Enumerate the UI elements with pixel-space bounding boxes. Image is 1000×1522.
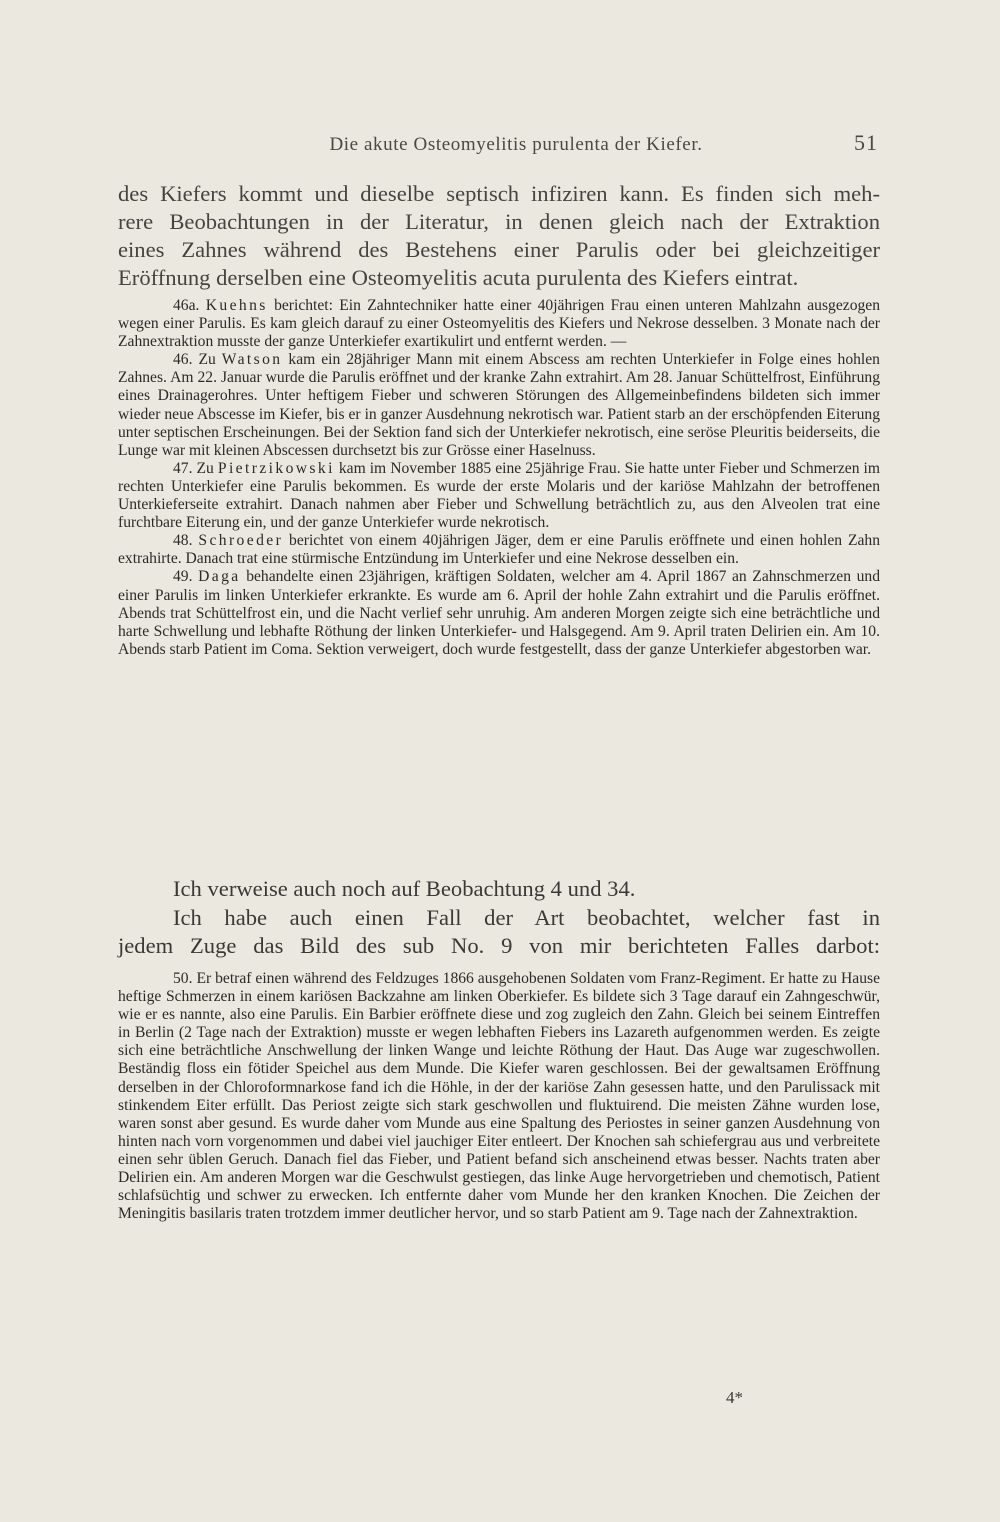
lead-paragraph — [118, 180, 880, 292]
body-paragraph — [118, 875, 880, 961]
case-author: Pietrzikowski — [217, 459, 335, 477]
case-text: berichtet: Ein Zahntechniker hatte einer 40jährigen Frau einen unteren Mahlzahn ausgezogen wegen einer Parulis. Es kam gleich darauf zu einer Osteomyelitis des Kiefers und Nekrose desselben. 3 Monate nach der Zahnextraktion musste der ganze Unterkiefer exartikulirt und entfernt werden. — — [118, 297, 881, 351]
case-number: 46. — [173, 351, 193, 369]
running-head-title: Die akute Osteomyelitis purulenta der Kiefer. — [329, 134, 703, 155]
case-author: Schroeder — [198, 532, 284, 550]
case-author: Watson — [221, 351, 283, 369]
case-report — [118, 568, 880, 658]
case-number: 48. — [173, 532, 193, 550]
case-number: 47. — [173, 459, 193, 477]
case-text: kam im November 1885 eine 25jährige Frau. Sie hatte unter Fieber und Schmerzen im rechten Unterkiefer eine Parulis bekommen. Es wurde der erste Molaris und der kariöse Mahlzahn der betroffenen Unterkieferseite extrahirt. Danach nahmen aber Fieber und Schwellung beträchtlich zu, aus den Alveolen trat eine furchtbare Eiterung ein, und der ganze Unterkiefer wurde nekrotisch. — [118, 459, 880, 532]
body-line: jedem Zuge das Bild des sub No. 9 von mir berichteten Falles darbot: — [118, 933, 880, 958]
lead-line: des Kiefers kommt und dieselbe septisch infiziren kann. Es finden sich meh- — [118, 181, 880, 206]
case-number: 46a. — [173, 297, 200, 314]
case-reports — [118, 297, 880, 659]
case-report-own — [118, 970, 880, 1223]
lead-line: rere Beobachtungen in der Literatur, in denen gleich nach der Extraktion — [118, 209, 880, 234]
page-number: 51 — [854, 130, 878, 155]
signature-mark: 4* — [726, 1388, 743, 1407]
case-number: 49. — [173, 568, 193, 586]
case-report — [118, 970, 880, 1223]
case-text: kam ein 28jähriger Mann mit einem Abscess am rechten Unterkiefer in Folge eines hohlen Zahnes. Am 22. Januar wurde die Parulis eröffnet und der kranke Zahn extrahirt. Am 28. Januar Schüttelfrost, Einführung eines Drainagerohres. Unter heftigem Fieber und schweren Störungen des Allgemeinbefindens bildeten sich immer wieder neue Abscesse im Kiefer, bis er in ganzer Ausdehnung nekrotisch war. Patient starb an der erschöpfenden Eiterung unter septischen Erscheinungen. Bei der Sektion fand sich der Unterkiefer nekrotisch, eine seröse Pleuritis beiderseits, die Lunge war mit kleinen Abscessen durchsetzt bis zur Grösse einer Haselnuss. — [118, 351, 880, 459]
case-text: Er betraf einen während des Feldzuges 1866 ausgehobenen Soldaten vom Franz-Regiment. Er hatte zu Hause heftige Schmerzen in einem kariösen Backzahne am linken Oberkiefer. Es bildete sich 3 Tage darauf ein Zahngeschwür, wie er es nannte, also eine Parulis. Ein Barbier eröffnete diese und zog zugleich den Zahn. Gleich bei seinem Eintreffen in Berlin (2 Tage nach der Extraktion) musste er wegen lebhaften Fiebers ins Lazareth aufgenommen werden. Es zeigte sich eine beträchtliche Anschwellung der linken Wange und leichte Röthung der Haut. Das Auge war zugeschwollen. Beständig floss ein fötider Speichel aus dem Munde. Die Kiefer waren geschlossen. Bei der gewaltsamen Eröffnung derselben in der Chloroformnarkose fand ich die Höhle, in der der kariöse Zahn gesessen hatte, und den Parulissack mit stinkendem Eiter erfüllt. Das Periost zeigte sich stark geschwollen und fluktuirend. Die meisten Zähne wurden lose, waren sonst aber gesund. Es wurde daher vom Munde aus eine Spaltung des Periostes in seiner ganzen Ausdehnung von hinten nach vorn vorgenommen und dabei viel jauchiger Eiter entleert. Der Knochen sah schiefergrau aus und verbreitete einen sehr üblen Geruch. Danach fiel das Fieber, und Patient befand sich anscheinend etwas besser. Nachts traten aber Delirien ein. Am anderen Morgen war die Geschwulst gestiegen, das linke Auge hervorgetrieben und chemotisch, Patient schlafsüchtig und schwer zu erwecken. Ich entfernte daher vom Munde her den kranken Knochen. Die Zeichen der Meningitis basilaris traten trotzdem immer deutlicher hervor, und so starb Patient am 9. Tage nach der Zahnextraktion. — [118, 970, 880, 1223]
case-author: Kuehns — [205, 297, 268, 314]
case-number: 50. — [173, 970, 193, 987]
lead-line: eines Zahnes während des Bestehens einer Parulis oder bei gleichzeitiger — [118, 237, 880, 262]
lead-line: Eröffnung derselben eine Osteomyelitis acuta purulenta des Kiefers eintrat. — [118, 265, 799, 290]
case-text: behandelte einen 23jährigen, kräftigen Soldaten, welcher am 4. April 1867 an Zahnschmerzen und einer Parulis im linken Unterkiefer erkrankte. Es wurde am 6. April der hohle Zahn extrahirt und die Parulis eröffnet. Abends trat Schüttelfrost ein, und die Nacht verlief sehr unruhig. Am anderen Morgen zeigte sich eine beträchtliche und harte Schwellung und lebhafte Röthung der linken Unterkiefer- und Halsgegend. Am 9. April traten Delirien ein. Am 10. Abends starb Patient im Coma. Sektion verweigert, doch wurde festgestellt, dass der ganze Unterkiefer abgestorben war. — [118, 568, 880, 658]
running-header — [118, 130, 878, 156]
case-report — [118, 297, 880, 351]
case-text: berichtet von einem 40jährigen Jäger, dem er eine Parulis eröffnete und einen hohlen Zahn extrahirte. Danach trat eine stürmische Entzündung im Unterkiefer und eine Nekrose desselben ein. — [118, 532, 881, 568]
case-report — [118, 460, 880, 532]
case-report — [118, 351, 880, 460]
case-prefix: Zu — [198, 351, 222, 369]
body-line: Ich verweise auch noch auf Beobachtung 4 und 34. — [173, 876, 636, 901]
case-author: Daga — [198, 568, 241, 586]
body-line: Ich habe auch einen Fall der Art beobachtet, welcher fast in — [173, 904, 880, 930]
case-report — [118, 532, 880, 568]
case-prefix: Zu — [196, 459, 218, 477]
